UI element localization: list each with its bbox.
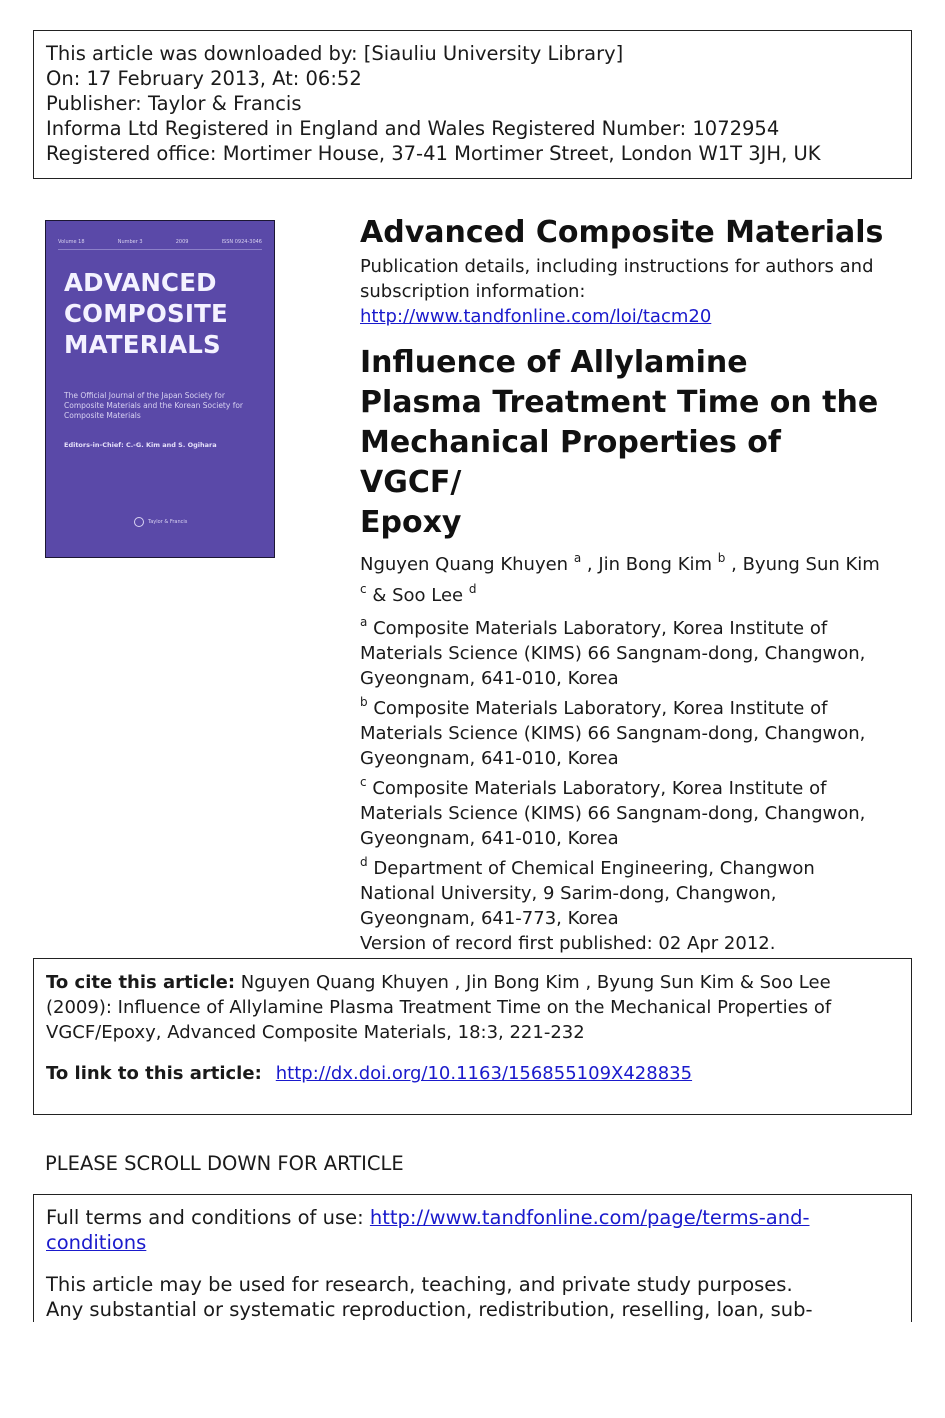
journal-title: Advanced Composite Materials: [360, 215, 884, 250]
article-title: Influence of Allylamine Plasma Treatment Time on the Mechanical Properties of VGCF/ Epoxy: [360, 345, 879, 540]
publication-details: Publication details, including instructions for authors and subscription information:: [360, 256, 874, 302]
notice-downloaded-by: This article was downloaded by: [Siauliu University Library]: [46, 42, 624, 65]
citation-box: [33, 958, 912, 1115]
terms-link[interactable]: http://www.tandfonline.com/page/terms-and-: [369, 1206, 810, 1229]
journal-cover-image: [45, 220, 275, 558]
affiliation-c: $^c$ Composite Materials Laboratory, Korea Institute of Materials Science (KIMS) 66 Sangnam-dong, Changwon, Gyeongnam, 641-010, Korea: [360, 775, 866, 849]
author-list: Nguyen Quang Khuyen $^a$ , Jin Bong Kim $^b$ , Byung Sun Kim $^c$ & Soo Lee $^d$: [360, 551, 880, 606]
version-of-record: Version of record first published: 02 Apr 2012.: [360, 933, 776, 954]
cite-source-line: VGCF/Epoxy, Advanced Composite Materials, 18:3, 221-232: [46, 1022, 585, 1043]
cover-volume: Volume 18: [58, 239, 85, 245]
scroll-down-message: PLEASE SCROLL DOWN FOR ARTICLE: [45, 1152, 404, 1175]
affiliation-d: $^d$ Department of Chemical Engineering, Changwon National University, 9 Sarim-dong, Changwon, Gyeongnam, 641-773, Korea: [360, 855, 815, 929]
terms-link-continued[interactable]: conditions: [46, 1231, 147, 1254]
notice-registration: Informa Ltd Registered in England and Wales Registered Number: 1072954: [46, 117, 780, 140]
cover-header-strip: [58, 239, 262, 250]
terms-prefix: Full terms and conditions of use:: [46, 1206, 370, 1229]
publisher-logo: Taylor & Francis: [134, 517, 187, 527]
cite-title-line: (2009): Influence of Allylamine Plasma Treatment Time on the Mechanical Properties of: [46, 997, 832, 1018]
author-name: Nguyen Quang Khuyen: [360, 554, 569, 575]
download-notice: [33, 30, 912, 179]
cite-label: To cite this article:: [46, 972, 236, 993]
doi-link[interactable]: http://dx.doi.org/10.1163/156855109X428835: [275, 1063, 693, 1084]
author-affiliation-mark: b: [717, 551, 726, 565]
publisher-logo-icon: [134, 517, 144, 527]
author-name: Byung Sun Kim: [742, 554, 880, 575]
author-name: Jin Bong Kim: [598, 554, 713, 575]
affiliation-a: $^a$ Composite Materials Laboratory, Korea Institute of Materials Science (KIMS) 66 Sangnam-dong, Changwon, Gyeongnam, 641-010, Korea: [360, 615, 866, 689]
cover-subtitle: The Official Journal of the Japan Society for Composite Materials and the Korean Society for Composite Materials: [64, 391, 244, 420]
cover-issn: ISSN 0924-3046: [221, 239, 262, 245]
article-details: [360, 214, 920, 956]
cover-editors: Editors-in-Chief: C.-G. Kim and S. Ogihara: [64, 441, 217, 449]
author-affiliation-mark: c: [360, 582, 367, 596]
cover-year: 2009: [175, 239, 189, 245]
notice-date: On: 17 February 2013, At: 06:52: [46, 67, 362, 90]
article-link-row: [46, 1061, 899, 1086]
notice-office: Registered office: Mortimer House, 37-41 Mortimer Street, London W1T 3JH, UK: [46, 142, 821, 165]
cite-authors: Nguyen Quang Khuyen , Jin Bong Kim , Byung Sun Kim & Soo Lee: [235, 972, 831, 993]
terms-body: This article may be used for research, teaching, and private study purposes. Any substantial or systematic reproduction, redistribution, reselling, loan, sub-: [46, 1273, 813, 1321]
author-affiliation-mark: d: [468, 582, 477, 596]
page-crop-edge: [0, 1322, 945, 1418]
author-affiliation-mark: a: [573, 551, 582, 565]
terms-box: [33, 1194, 912, 1334]
notice-publisher: Publisher: Taylor & Francis: [46, 92, 302, 115]
affiliation-b: $^b$ Composite Materials Laboratory, Korea Institute of Materials Science (KIMS) 66 Sangnam-dong, Changwon, Gyeongnam, 641-010, Korea: [360, 695, 866, 769]
author-name: Soo Lee: [392, 585, 464, 606]
cover-number: Number 3: [117, 239, 143, 245]
cover-title: ADVANCED COMPOSITE MATERIALS: [64, 268, 228, 359]
journal-url-link[interactable]: http://www.tandfonline.com/loi/tacm20: [360, 306, 712, 327]
link-label: To link to this article:: [46, 1063, 262, 1084]
